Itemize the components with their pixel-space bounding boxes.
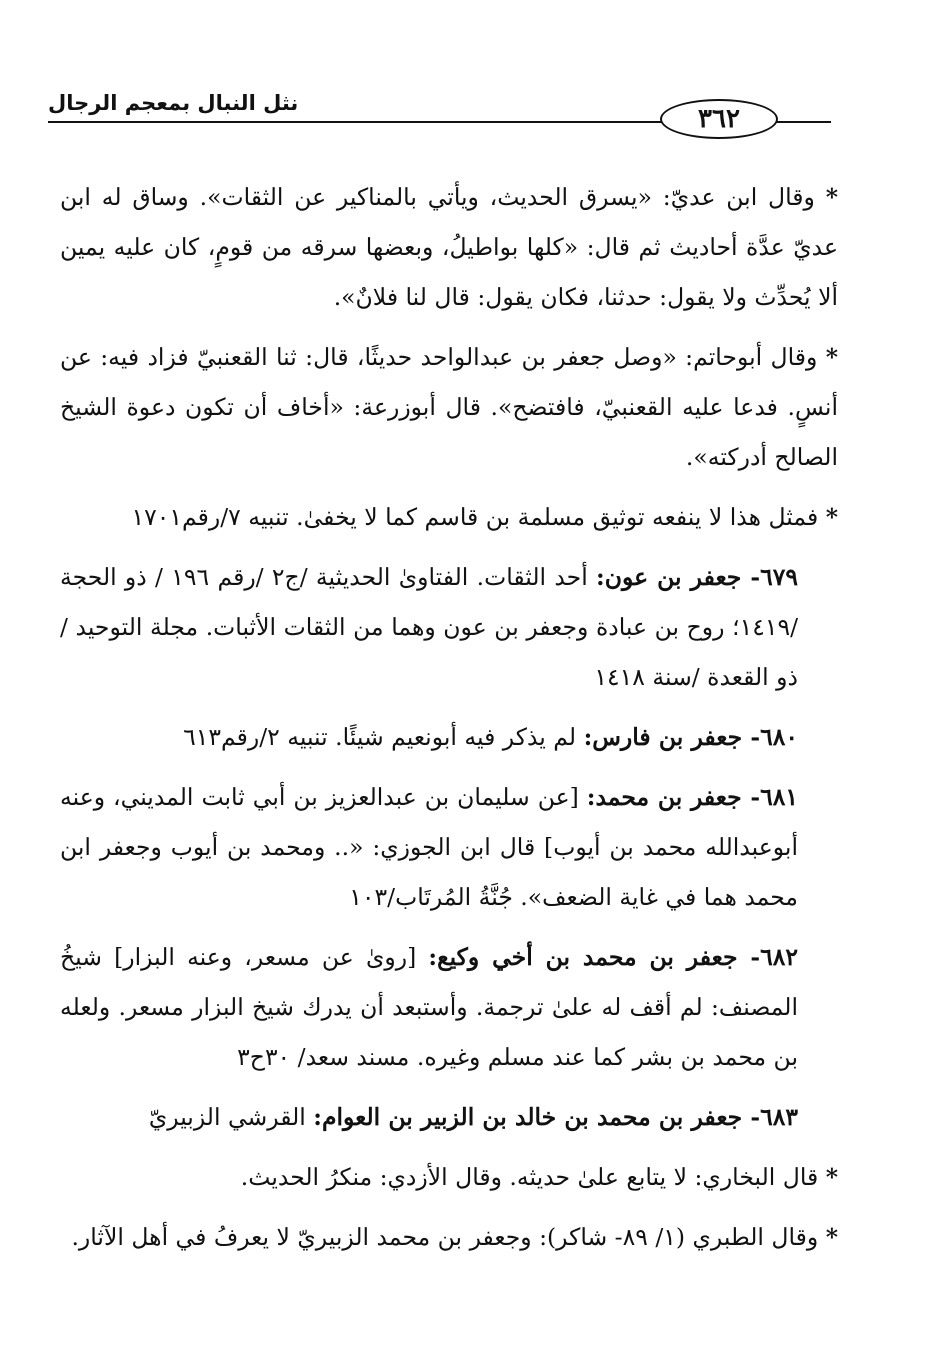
paragraph-text: وقال ابن عديّ: «يسرق الحديث، ويأتي بالمناكير عن الثقات». وساق له ابن عديّ عدَّة أحاديث ثم قال: «كلها بواطيلُ، وبعضها سرقه من قومٍ، كان عليه يمين ألا يُحدِّث ولا يقول: حدثنا، فكان يقول: قال لنا فلانٌ». bbox=[60, 183, 838, 311]
running-title: نثل النبال بمعجم الرجال bbox=[48, 91, 299, 115]
entry-text: [عن سليمان بن عبدالعزيز بن أبي ثابت المديني، وعنه أبوعبدالله محمد بن أيوب] قال ابن الجوزي: «.. ومحمد بن أيوب وجعفر ابن محمد هما في غاية الضعف». جُنَّةُ المُرتَاب/١٠٣ bbox=[60, 783, 798, 911]
entry-text: أحد الثقات. الفتاوىٰ الحديثية /ج٢ /رقم ١٩٦ / ذو الحجة /١٤١٩؛ روح بن عبادة وجعفر بن عون وهما من الثقات الأثبات. مجلة التوحيد /ذو القعدة /سنة ١٤١٨ bbox=[60, 563, 798, 691]
entry-680 bbox=[60, 712, 838, 762]
entry-681 bbox=[60, 772, 838, 922]
star-marker: * bbox=[825, 1163, 838, 1191]
entry-heading: ٦٨٠- جعفر بن فارس: bbox=[583, 723, 798, 751]
page-body bbox=[60, 172, 838, 1272]
entry-683 bbox=[60, 1092, 838, 1142]
paragraph bbox=[60, 1212, 838, 1262]
paragraph-text: وقال الطبري (١/ ٨٩- شاكر): وجعفر بن محمد الزبيريّ لا يعرفُ في أهل الآثار. bbox=[71, 1223, 819, 1251]
entry-heading: ٦٨٢- جعفر بن محمد بن أخي وكيع: bbox=[428, 943, 798, 971]
paragraph-text: وقال أبوحاتم: «وصل جعفر بن عبدالواحد حديثًا، قال: ثنا القعنبيّ فزاد فيه: عن أنسٍ. فدعا عليه القعنبيّ، فافتضح». قال أبوزرعة: «أخاف أن تكون دعوة الشيخ الصالح أدركته». bbox=[60, 343, 838, 471]
entry-679 bbox=[60, 552, 838, 702]
entry-heading: ٦٧٩- جعفر بن عون: bbox=[596, 563, 798, 591]
entry-text: لم يذكر فيه أبونعيم شيئًا. تنبيه ٢/رقم٦١٣ bbox=[183, 723, 584, 751]
star-marker: * bbox=[825, 503, 838, 531]
star-marker: * bbox=[825, 1223, 838, 1251]
page-header bbox=[48, 85, 831, 139]
paragraph-text: قال البخاري: لا يتابع علىٰ حديثه. وقال الأزدي: منكرُ الحديث. bbox=[240, 1163, 819, 1191]
star-marker: * bbox=[825, 343, 838, 371]
paragraph bbox=[60, 1152, 838, 1202]
paragraph bbox=[60, 172, 838, 322]
star-marker: * bbox=[825, 183, 838, 211]
paragraph bbox=[60, 332, 838, 482]
entry-heading: ٦٨٣- جعفر بن محمد بن خالد بن الزبير بن العوام: bbox=[313, 1103, 798, 1131]
paragraph-text: فمثل هذا لا ينفعه توثيق مسلمة بن قاسم كما لا يخفىٰ. تنبيه ٧/رقم١٧٠١ bbox=[131, 503, 819, 531]
entry-text: [روىٰ عن مسعر، وعنه البزار] شيخُ المصنف: لم أقف له علىٰ ترجمة. وأستبعد أن يدرك شيخ البزار مسعر. ولعله بن محمد بن بشر كما عند مسلم وغيره. مسند سعد/ ٣٠ح٣ bbox=[60, 943, 798, 1071]
entry-text: القرشي الزبيريّ bbox=[148, 1103, 314, 1131]
entry-heading: ٦٨١- جعفر بن محمد: bbox=[586, 783, 798, 811]
page-number: ٣٦٢ bbox=[660, 99, 778, 139]
entry-682 bbox=[60, 932, 838, 1082]
paragraph bbox=[60, 492, 838, 542]
